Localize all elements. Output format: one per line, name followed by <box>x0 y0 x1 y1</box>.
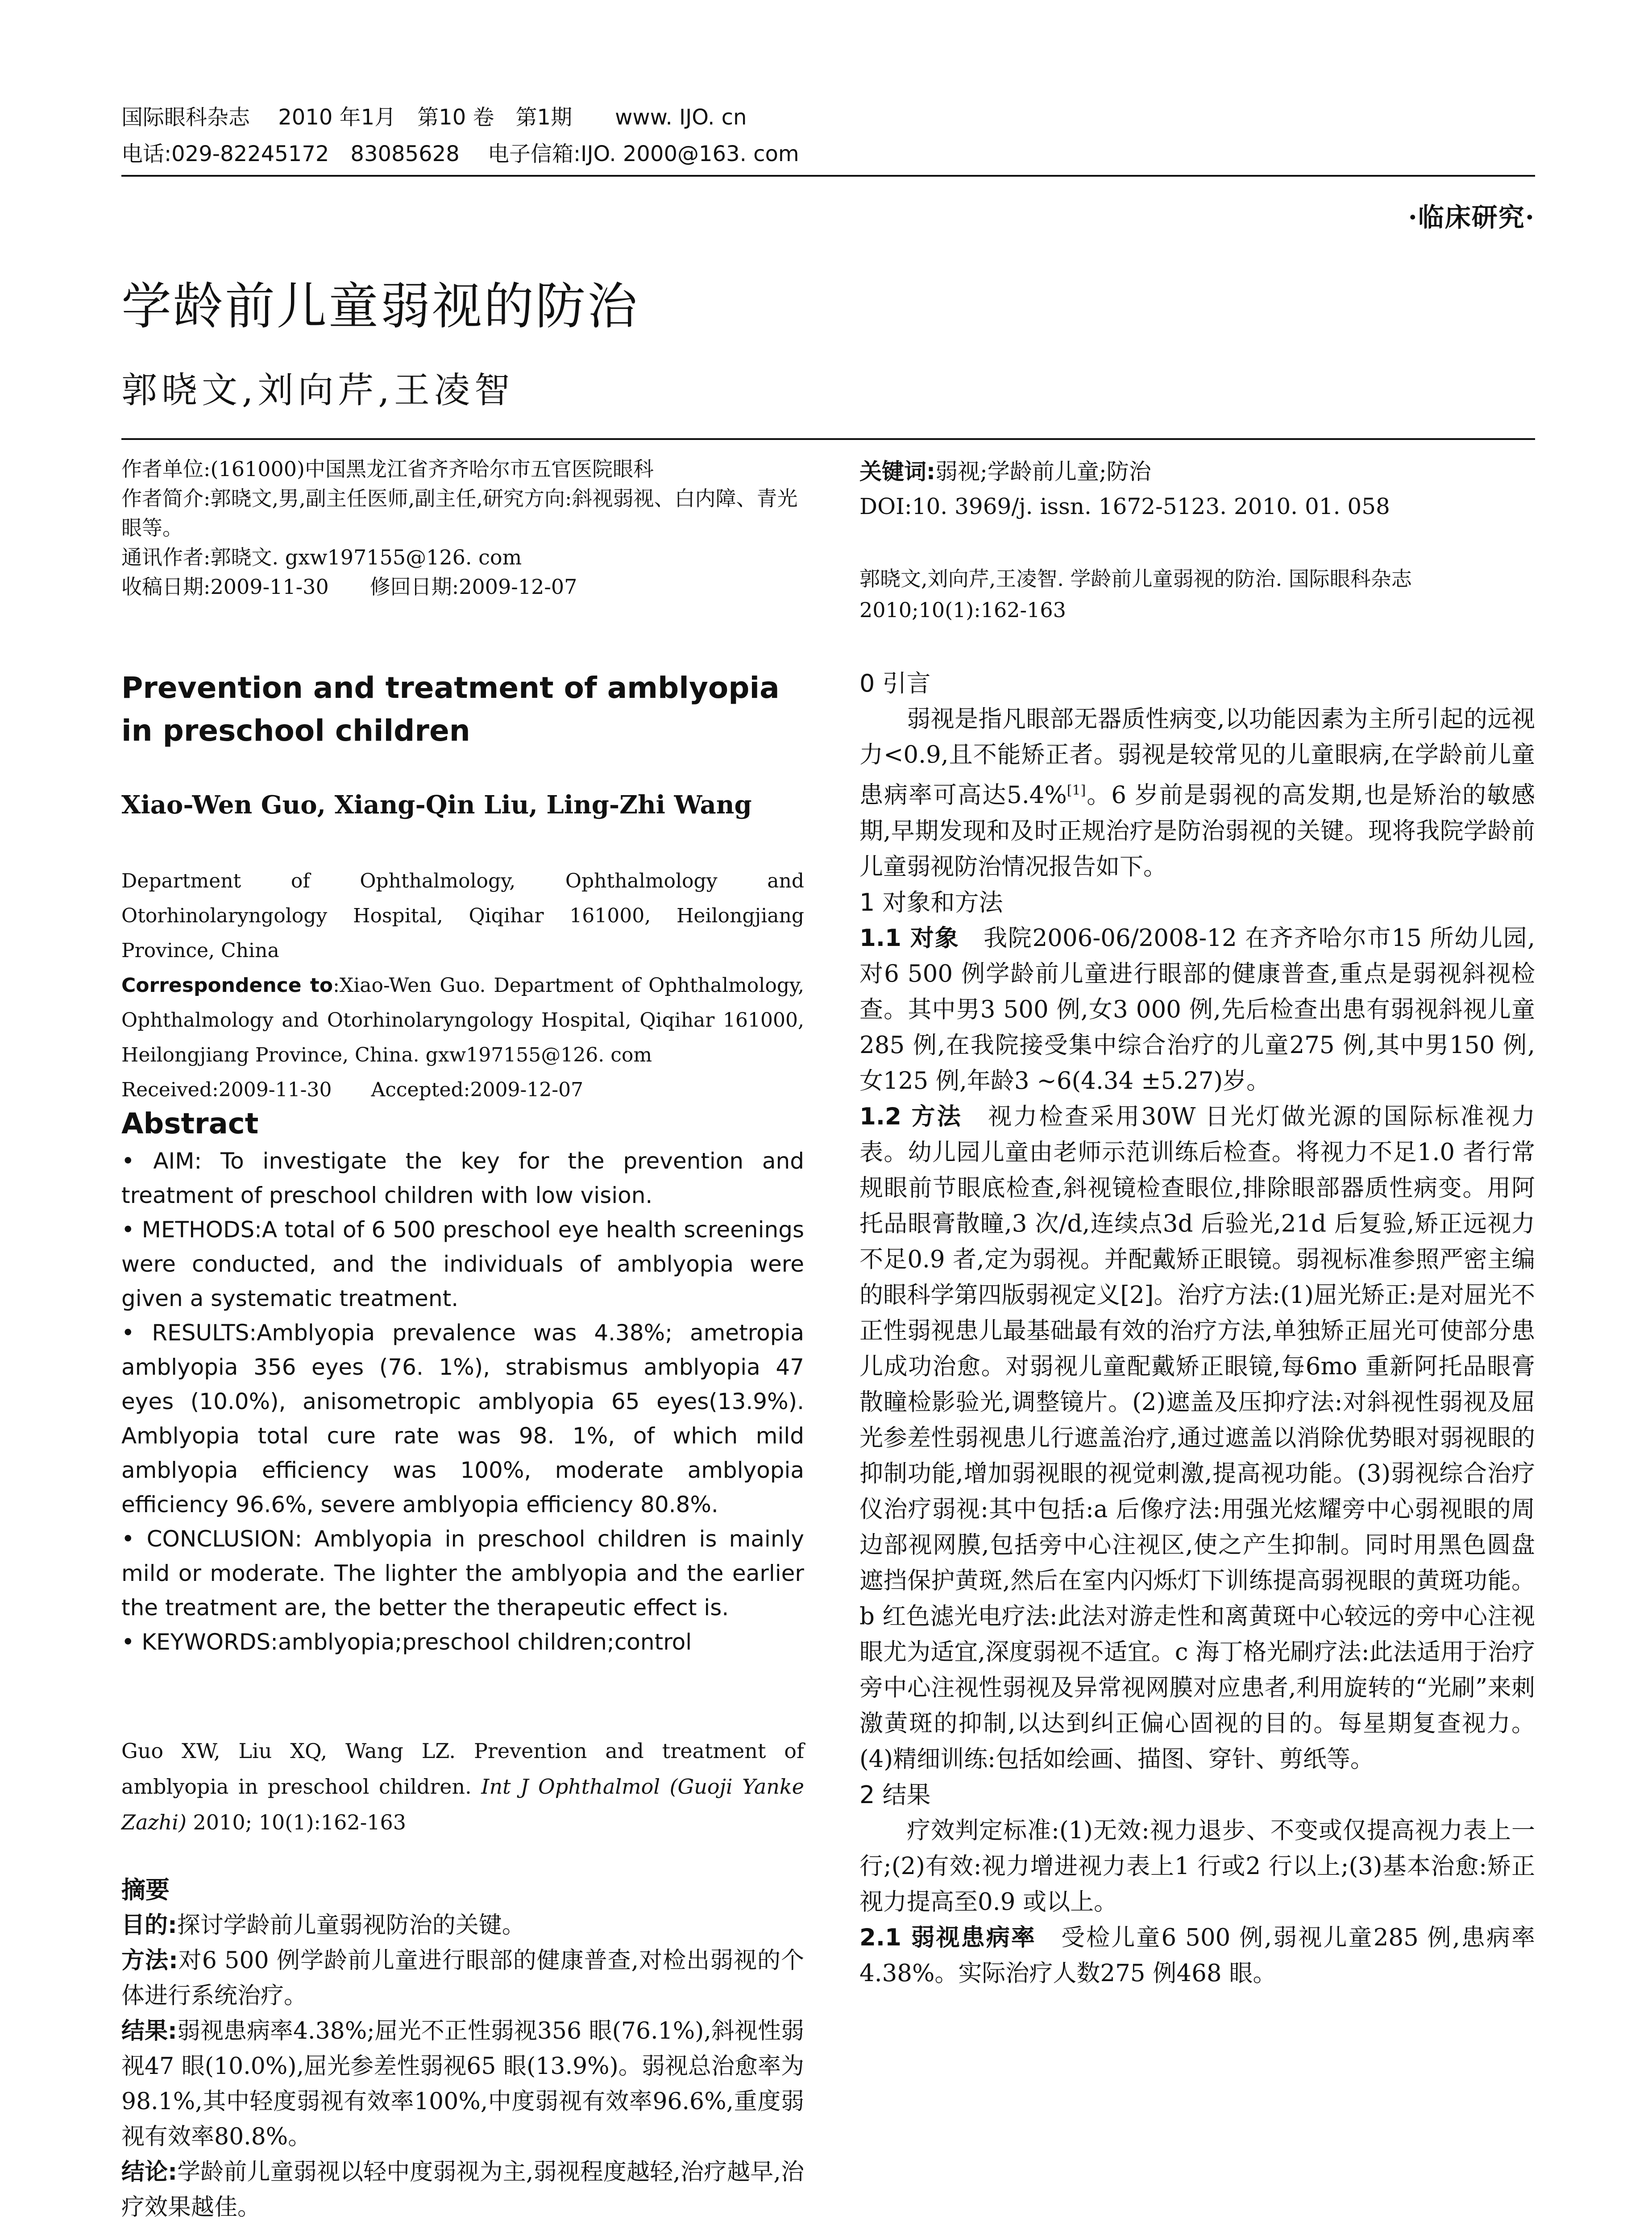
received-dates-en: Received:2009-11-30 Accepted:2009-12-07 <box>121 1078 584 1101</box>
abstract-results: • RESULTS:Amblyopia prevalence was 4.38%; ametropia amblyopia 356 eyes (76. 1%), strabismus amblyopia 47 eyes (10.0%), anisometropic amblyopia 65 eyes(13.9%). Amblyopia total cure rate was 98. 1%, of which mild amblyopia efficiency was 100%, moderate amblyopia efficiency 96.6%, severe amblyopia efficiency 80.8%. <box>121 1320 804 1518</box>
abstract-keywords: • KEYWORDS:amblyopia;preschool children;control <box>121 1629 692 1655</box>
methods-paragraph: 1.2 方法 视力检查采用30W 日光灯做光源的国际标准视力表。幼儿园儿童由老师示范训练后检查。将视力不足1.0 者行常规眼前节眼底检查,斜视镜检查眼位,排除眼部器质性病变。用阿托品眼膏散瞳,3 次/d,连续点3d 后验光,21d 后复验,矫正远视力不足0.9 者,定为弱视。并配戴矫正眼镜。弱视标准参照严密主编的眼科学第四版弱视定义[2]。治疗方法:(1)屈光矫正:是对屈光不正性弱视患儿最基础最有效的治疗方法,单独矫正屈光可使部分患儿成功治愈。对弱视儿童配戴矫正眼镜,每6mo 重新阿托品眼膏散瞳检影验光,调整镜片。(2)遮盖及压抑疗法:对斜视性弱视及屈光参差性弱视患儿行遮盖治疗,通过遮盖以消除优势眼对弱视眼的抑制功能,增加弱视眼的视觉刺激,提高视功能。(3)弱视综合治疗仪治疗弱视:其中包括:a 后像疗法:用强光炫耀旁中心弱视眼的周边部视网膜,包括旁中心注视区,使之产生抑制。同时用黑色圆盘遮挡保护黄斑,然后在室内闪烁灯下训练提高弱视眼的黄斑功能。b 红色滤光电疗法:此法对游走性和离黄斑中心较远的旁中心注视眼尤为适宜,深度弱视不适宜。c 海丁格光刷疗法:此法适用于治疗旁中心注视性弱视及异常视网膜对应患者,利用旋转的“光刷”来刺激黄斑的抑制,以达到纠正偏心固视的目的。每星期复查视力。(4)精细训练:包括如绘画、描图、穿针、剪纸等。 <box>859 1103 1535 1773</box>
article-title-en: Prevention and treatment of amblyopia in preschool children <box>121 671 780 748</box>
doi: DOI:10. 3969/j. issn. 1672-5123. 2010. 01. 058 <box>859 493 1390 519</box>
department-en: Department of Ophthalmology, Ophthalmology and Otorhinolaryngology Hospital, Qiqihar 161000, Heilongjiang Province, China <box>121 870 804 962</box>
abstract-en <box>121 1104 804 1659</box>
corresponding-author: 通讯作者:郭晓文. gxw197155@126. com <box>121 545 522 569</box>
author-bio: 作者简介:郭晓文,男,副主任医师,副主任,研究方向:斜视弱视、白内障、青光眼等。 <box>121 486 798 540</box>
correspondence-en <box>121 968 804 1073</box>
authors-zh: 郭晓文,刘向芹,王凌智 <box>121 369 515 411</box>
journal-name: Int J Ophthalmol (Guoji Yanke Zazhi) <box>121 1775 804 1834</box>
results-criteria-paragraph: 疗效判定标准:(1)无效:视力退步、不变或仅提高视力表上一行;(2)有效:视力增进视力表上1 行或2 行以上;(3)基本治愈:矫正视力提高至0.9 或以上。 <box>859 1816 1535 1916</box>
abstract-zh-conclusion: 结论:学龄前儿童弱视以轻中度弱视为主,弱视程度越轻,治疗越早,治疗效果越佳。 <box>121 2159 804 2221</box>
abstract-zh <box>121 1872 804 2225</box>
citation-en: Guo XW, Liu XQ, Wang LZ. Prevention and treatment of amblyopia in preschool children. Int J Ophthalmol (Guoji Yanke Zazhi) 2010; 10(1):162-163 <box>121 1739 804 1834</box>
author-unit: 作者单位:(161000)中国黑龙江省齐齐哈尔市五官医院眼科 <box>121 457 654 481</box>
abstract-zh-results: 结果:弱视患病率4.38%;屈光不正性弱视356 眼(76.1%),斜视性弱视47 眼(10.0%),屈光参差性弱视65 眼(13.9%)。弱视总治愈率为98.1%,其中轻度弱视有效率100%,中度弱视有效率96.6%,重度弱视有效率80.8%。 <box>121 2018 805 2150</box>
abstract-methods: • METHODS:A total of 6 500 preschool eye health screenings were conducted, and the individuals of amblyopia were given a systematic treatment. <box>121 1217 804 1311</box>
author-info-zh <box>121 454 804 601</box>
intro-paragraph: 弱视是指凡眼部无器质性病变,以功能因素为主所引起的远视力<0.9,且不能矫正者。弱视是较常见的儿童眼病,在学龄前儿童患病率可高达5.4%[1]。6 岁前是弱视的高发期,也是矫治的敏感期,早期发现和及时正规治疗是防治弱视的关键。现将我院学龄前儿童弱视防治情况报告如下。 <box>859 705 1535 880</box>
abstract-conclusion: • CONCLUSION: Amblyopia in preschool children is mainly mild or moderate. The lighter the amblyopia and the earlier the treatment are, the better the therapeutic effect is. <box>121 1526 804 1621</box>
section-tag: ·临床研究· <box>1408 202 1535 232</box>
abstract-zh-aim: 目的:探讨学龄前儿童弱视防治的关键。 <box>121 1912 525 1939</box>
intro-heading: 0 引言 <box>859 669 931 697</box>
results-heading: 2 结果 <box>859 1780 931 1809</box>
prevalence-paragraph: 2.1 弱视患病率 受检儿童6 500 例,弱视儿童285 例,患病率4.38%。实际治疗人数275 例468 眼。 <box>859 1924 1535 1987</box>
masthead-line-2: 电话:029-82245172 83085628 电子信箱:IJO. 2000@163. com <box>121 141 799 166</box>
abstract-heading-zh: 摘要 <box>121 1876 170 1904</box>
article-title-zh: 学龄前儿童弱视的防治 <box>121 278 639 336</box>
received-dates-zh: 收稿日期:2009-11-30 修回日期:2009-12-07 <box>121 575 577 599</box>
abstract-zh-methods: 方法:对6 500 例学龄前儿童进行眼部的健康普查,对检出弱视的个体进行系统治疗。 <box>121 1947 804 2009</box>
keywords-zh <box>859 454 1535 524</box>
abstract-heading: Abstract <box>121 1107 259 1140</box>
english-authors-block <box>121 787 804 823</box>
article-body <box>859 666 1535 1991</box>
masthead-line-1: 国际眼科杂志 2010 年1月 第10 卷 第1期 www. IJO. cn <box>121 105 747 130</box>
top-rule <box>121 175 1535 177</box>
english-title-block <box>121 667 804 752</box>
citation-zh: 郭晓文,刘向芹,王凌智. 学龄前儿童弱视的防治. 国际眼科杂志 2010;10(1):162-163 <box>859 567 1412 622</box>
subjects-paragraph: 1.1 对象 我院2006-06/2008-12 在齐齐哈尔市15 所幼儿园,对6 500 例学龄前儿童进行眼部的健康普查,重点是弱视斜视检查。其中男3 500 例,女3 000 例,先后检查出患有弱视斜视儿童285 例,在我院接受集中综合治疗的儿童275 例,其中男150 例,女125 例,年龄3 ~6(4.34 ±5.27)岁。 <box>859 924 1535 1095</box>
affiliation-en <box>121 864 804 1107</box>
keywords-line: 关键词:弱视;学龄前儿童;防治 <box>859 459 1151 485</box>
journal-masthead <box>121 99 880 172</box>
abstract-aim: • AIM: To investigate the key for the prevention and treatment of preschool children with low vision. <box>121 1148 804 1208</box>
header-rule <box>121 438 1535 440</box>
authors-en: Xiao-Wen Guo, Xiang-Qin Liu, Ling-Zhi Wang <box>121 790 752 820</box>
methods-heading: 1 对象和方法 <box>859 888 1003 916</box>
correspondence-label: Correspondence to <box>121 974 333 997</box>
citation-ref: [1] <box>1067 783 1086 798</box>
correspondence-text: :Xiao-Wen Guo. Department of Ophthalmology, Ophthalmology and Otorhinolaryngology Hospital, Qiqihar 161000, Heilongjiang Province, China. gxw197155@126. com <box>121 974 804 1066</box>
